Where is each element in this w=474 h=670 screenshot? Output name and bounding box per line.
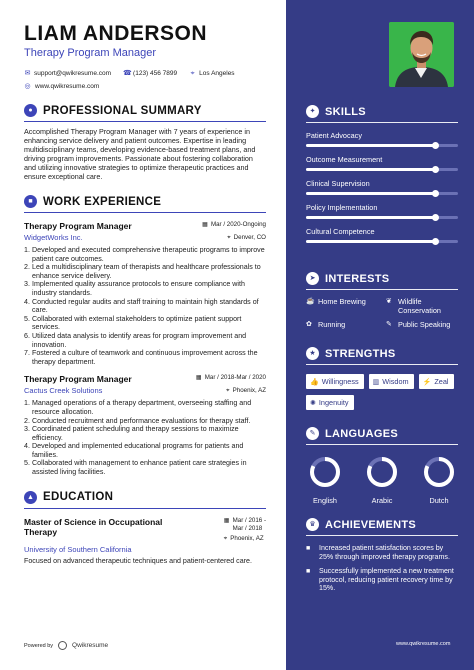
email-text: support@qwikresume.com (34, 70, 112, 77)
divider (306, 289, 458, 290)
website-text: www.qwikresume.com (35, 83, 100, 90)
bolt-icon: ⚡ (422, 378, 432, 386)
language-name: Arabic (371, 496, 393, 505)
language-item (365, 455, 399, 505)
calendar-icon: ▦ (202, 221, 208, 228)
website-contact[interactable] (24, 83, 270, 90)
language-ring (422, 455, 456, 489)
language-list (306, 455, 458, 505)
job-entry (24, 374, 266, 476)
phone-icon: ☎ (123, 70, 132, 77)
job-location (226, 387, 266, 395)
divider (306, 535, 458, 536)
location-contact (189, 70, 234, 77)
avatar-portrait (389, 22, 454, 87)
language-item (308, 455, 342, 505)
skill-level-bar (306, 240, 458, 243)
leaf-icon: ❦ (386, 298, 392, 305)
strengths-section (306, 347, 458, 410)
strengths-heading (306, 347, 458, 360)
user-icon: ● (24, 104, 37, 117)
achievements-title: ACHIEVEMENTS (325, 518, 416, 531)
skill-name: Patient Advocacy (306, 131, 362, 140)
check-badge-icon: ■ (306, 568, 311, 576)
edu-date-start: Mar / 2016 (232, 516, 263, 524)
education-entry (24, 517, 266, 566)
candidate-title: Therapy Program Manager (24, 47, 157, 59)
lightbulb-icon: ✺ (310, 399, 316, 407)
interest-item: ❦ Wildlife Conservation (386, 297, 441, 315)
interests-title: INTERESTS (325, 272, 390, 285)
paw-icon: ✿ (306, 321, 312, 328)
interests-heading (306, 272, 458, 285)
skill-name: Cultural Competence (306, 227, 375, 236)
strength-tag: ✺ Ingenuity (306, 395, 354, 410)
profile-photo (389, 22, 454, 87)
calendar-icon: ▦ (223, 516, 230, 524)
skill-level-bar (306, 216, 458, 219)
strength-tag: ⚡ Zeal (419, 374, 454, 389)
education-location (224, 535, 266, 543)
skill-level-bar (306, 168, 458, 171)
interest-item: ✎ Public Speaking (386, 320, 451, 329)
job-date-text: Mar / 2020-Ongoing (210, 221, 266, 228)
graduation-cap-icon: ▲ (24, 491, 37, 504)
thumbs-up-icon: 👍 (310, 378, 319, 386)
translate-icon: ✎ (306, 427, 319, 440)
skill-item (306, 227, 458, 243)
education-description: Focused on advanced therapeutic techniques and patient-centered care. (24, 556, 252, 565)
interest-item: ✿ Running (306, 320, 346, 329)
job-location-text: Denver, CO (233, 234, 266, 241)
skill-level-bar (306, 192, 458, 195)
language-ring (308, 455, 342, 489)
skill-item (306, 131, 458, 147)
interests-section (306, 272, 458, 330)
list-item: 3. Coordinated patient scheduling and therapy sessions to maximize efficiency. (24, 425, 239, 442)
degree: Master of Science in Occupational Therapy (24, 516, 163, 537)
education-heading (24, 491, 270, 504)
list-item: 5. Collaborated with management to enhance patient care strategies in assisted living facilities. (24, 459, 247, 477)
education-date: ▦ Mar / 2016 - Mar / 2018 (223, 516, 266, 532)
interests-grid (306, 298, 458, 330)
skill-name: Clinical Supervision (306, 179, 370, 188)
map-pin-icon: ⌖ (223, 534, 228, 542)
experience-title: WORK EXPERIENCE (43, 195, 162, 208)
summary-heading (24, 104, 270, 117)
location-text: Los Angeles (199, 70, 235, 77)
powered-by-text: Powered by (24, 642, 54, 649)
map-pin-icon: ⌖ (227, 233, 231, 241)
list-item: 2. Conducted recruitment and performance evaluations for therapy staff. (24, 416, 251, 425)
globe-icon: ◎ (24, 83, 31, 90)
list-item: 5. Collaborated with external stakeholders to optimize patient support services. (24, 314, 242, 332)
footer-site[interactable]: www.qwikresume.com (396, 641, 451, 647)
skills-list (306, 131, 458, 243)
envelope-icon: ✉ (24, 70, 31, 77)
list-item: 1. Developed and executed comprehensive therapeutic programs to improve patient care outcomes. (24, 246, 265, 263)
contact-row (24, 70, 270, 77)
list-item: 1. Managed operations of a therapy department, overseeing staffing and resource allocation. (24, 399, 252, 416)
language-name: Dutch (429, 496, 449, 505)
trophy-icon: ♛ (306, 518, 319, 531)
phone-text: (123) 456 7899 (133, 70, 178, 77)
candidate-name: LIAM ANDERSON (24, 22, 208, 45)
rocket-icon: ➤ (306, 272, 319, 285)
strengths-title: STRENGTHS (325, 347, 396, 360)
beer-mug-icon: ☕ (306, 298, 315, 305)
job-company: WidgetWorks Inc. (24, 233, 83, 242)
job-role: Therapy Program Manager (24, 221, 132, 231)
list-item: 3. Implemented quality assurance protocols to ensure compliance with industry standards. (24, 280, 245, 297)
language-ring (365, 455, 399, 489)
edu-date-end: Mar / 2018 (232, 524, 263, 532)
interest-item: ☕ Home Brewing (306, 297, 366, 306)
divider (24, 508, 266, 509)
strength-tags (306, 374, 458, 410)
skills-section (306, 105, 458, 243)
divider (306, 122, 458, 123)
skill-name: Policy Implementation (306, 203, 378, 212)
strength-tag: ▥ Wisdom (369, 374, 414, 389)
lightbulb-icon: ✦ (306, 105, 319, 118)
skill-item (306, 155, 458, 171)
skill-item (306, 179, 458, 195)
map-pin-icon: ⌖ (190, 70, 195, 77)
job-location (227, 234, 266, 242)
skill-item (306, 203, 458, 219)
achievement-list (306, 544, 458, 593)
summary-text: Accomplished Therapy Program Manager with 7 years of experience in enhancing service delivery and patient outcomes. Expertise in leading multidisciplinary teams, developing evidence-based treatment plans, and driving program improvements. Passionate about fostering collaboration and utilizing innovative strategies to optimize therapeutic practices and ensure exceptional care. (24, 127, 256, 181)
job-role: Therapy Program Manager (24, 374, 132, 385)
edu-location-text: Phoenix, AZ (230, 534, 264, 542)
job-company: Cactus Creek Solutions (24, 386, 103, 396)
phone-contact (123, 70, 177, 77)
star-icon: ★ (306, 347, 319, 360)
strength-tag: 👍 Willingness (306, 374, 364, 389)
skills-heading (306, 105, 458, 118)
summary-title: PROFESSIONAL SUMMARY (43, 104, 202, 117)
divider (306, 444, 458, 445)
list-item: 6. Utilized data analysis to identify areas for program improvement and innovation. (24, 331, 247, 349)
sidebar (286, 0, 474, 670)
language-name: English (313, 496, 337, 505)
languages-title: LANGUAGES (325, 427, 398, 440)
job-location-text: Phoenix, AZ (232, 387, 266, 395)
list-item: 2. Led a multidisciplinary team of therapists and healthcare professionals to enhance service delivery. (24, 263, 261, 280)
divider (24, 121, 266, 122)
achievement-item: ■ Successfully implemented a new treatment protocol, reducing patient recovery time by 15%. (306, 567, 454, 593)
achievements-section (306, 518, 458, 599)
school-name: University of Southern California (24, 544, 132, 554)
calendar-icon: ▦ (195, 374, 202, 382)
achievement-item: ■ Increased patient satisfaction scores by 25% through improved therapy programs. (306, 544, 450, 561)
divider (24, 212, 266, 213)
job-date (196, 374, 266, 381)
brand-name[interactable]: Qwikresume (72, 642, 109, 649)
language-item (422, 455, 456, 505)
map-pin-icon: ⌖ (226, 386, 230, 394)
languages-heading (306, 427, 458, 440)
languages-section (306, 427, 458, 505)
list-item: 7. Fostered a culture of teamwork and continuous improvement across the therapy department. (24, 349, 258, 366)
job-entry (24, 221, 266, 366)
email-contact[interactable] (24, 70, 111, 77)
book-icon: ▥ (372, 378, 380, 386)
list-item: 4. Conducted regular audits and staff training to maintain high standards of care. (24, 297, 259, 315)
skill-level-bar (306, 144, 458, 147)
check-badge-icon: ■ (306, 545, 311, 552)
job-date-text: Mar / 2018-Mar / 2020 (204, 374, 266, 382)
list-item: 4. Developed and implemented educational programs for patients and families. (24, 442, 244, 459)
divider (306, 364, 458, 365)
skill-name: Outcome Measurement (306, 155, 383, 164)
microphone-icon: ✎ (386, 321, 392, 328)
qwikresume-logo-icon (58, 641, 67, 650)
education-title: EDUCATION (43, 491, 114, 504)
job-bullets (24, 246, 266, 366)
footer-branding (24, 641, 108, 650)
education-meta (224, 517, 266, 543)
achievements-heading (306, 518, 458, 531)
skills-title: SKILLS (325, 105, 366, 118)
experience-heading (24, 195, 270, 208)
briefcase-icon: ■ (24, 195, 37, 208)
job-date (202, 221, 266, 228)
job-bullets (24, 399, 266, 476)
